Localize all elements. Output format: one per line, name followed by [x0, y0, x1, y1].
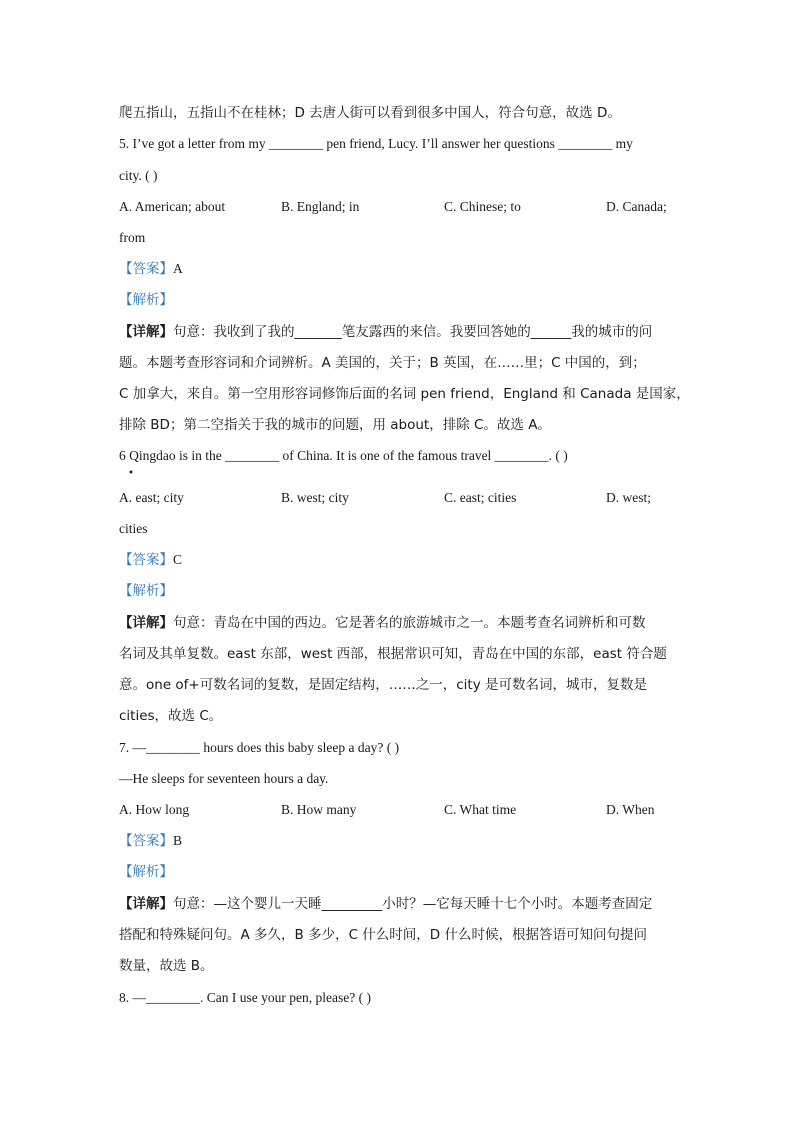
q6-detail-text1: 句意：青岛在中国的西边。它是著名的旅游城市之一。本题考查名词辨析和可数: [173, 615, 646, 631]
q6-option-d: D. west;: [606, 490, 651, 505]
q6-answer-value: C: [173, 552, 183, 567]
q5-analysis-heading: [119, 290, 679, 310]
detail-label: 【详解】: [119, 896, 173, 912]
q6-option-b: B. west; city: [281, 490, 349, 505]
answer-label: 【答案】: [119, 261, 173, 277]
q7-answer: [119, 831, 679, 851]
q7-stem-line2: —He sleeps for seventeen hours a day.: [119, 771, 329, 786]
q5-option-b: B. England; in: [281, 199, 360, 214]
q5-detail-line2: 题。本题考查形容词和介词辨析。A 美国的，关于；B 英国，在……里；C 中国的，到；: [119, 355, 646, 371]
q5-answer-value: A: [173, 261, 183, 276]
q7-detail-line1: [119, 894, 679, 914]
q7-answer-value: B: [173, 833, 183, 848]
q6-option-d-wrap: cities: [119, 521, 148, 536]
q5-option-c: C. Chinese; to: [444, 199, 521, 214]
analysis-label: 【解析】: [119, 864, 173, 880]
answer-label: 【答案】: [119, 552, 173, 568]
q6-detail-line2: 名词及其单复数。east 东部，west 西部，根据常识可知，青岛在中国的东部，east 符合题: [119, 646, 667, 662]
q6-stem-line1: 6 Qingdao is in the ________ of China. It is one of the famous travel ________. ( ): [119, 448, 568, 463]
q7-analysis-heading: [119, 862, 679, 882]
q5-option-d-wrap: from: [119, 230, 146, 245]
q8-stem-line1: 8. —________. Can I use your pen, please? ( ): [119, 990, 371, 1005]
q5-stem-line1: 5. I’ve got a letter from my ________ pen friend, Lucy. I’ll answer her questions ________ my: [119, 136, 633, 151]
detail-label: 【详解】: [119, 324, 173, 340]
q6-option-a: A. east; city: [119, 490, 184, 505]
q6-stray-dot: •: [128, 468, 134, 479]
q5-detail-text1: 句意：我收到了我的_______笔友露西的来信。我要回答她的______我的城市的问: [173, 324, 653, 340]
q6-analysis-heading: [119, 581, 679, 601]
q5-stem-line2: city. ( ): [119, 168, 158, 183]
q7-stem-line1: 7. —________ hours does this baby sleep a day? ( ): [119, 740, 400, 755]
q7-option-d: D. When: [606, 802, 655, 817]
q7-detail-line3: 数量，故选 B。: [119, 958, 214, 974]
analysis-label: 【解析】: [119, 292, 173, 308]
q6-answer: [119, 550, 679, 570]
answer-label: 【答案】: [119, 833, 173, 849]
q6-detail-line4: cities，故选 C。: [119, 708, 223, 724]
q4-analysis-tail: 爬五指山，五指山不在桂林；D 去唐人街可以看到很多中国人，符合句意，故选 D。: [119, 105, 621, 121]
q5-detail-line3: C 加拿大，来自。第一空用形容词修饰后面的名词 pen friend，England 和 Canada 是国家，: [119, 386, 690, 402]
q5-answer: [119, 259, 679, 279]
q7-option-b: B. How many: [281, 802, 357, 817]
q6-option-c: C. east; cities: [444, 490, 517, 505]
q6-detail-line3: 意。one of+可数名词的复数，是固定结构，……之一，city 是可数名词，城市，复数是: [119, 677, 647, 693]
q5-option-d: D. Canada;: [606, 199, 667, 214]
q5-option-a: A. American; about: [119, 199, 226, 214]
q5-detail-line1: [119, 322, 679, 342]
q7-detail-text1: 句意：—这个婴儿一天睡_________小时？—它每天睡十七个小时。本题考查固定: [173, 896, 653, 912]
detail-label: 【详解】: [119, 615, 173, 631]
q7-detail-line2: 搭配和特殊疑问句。A 多久，B 多少，C 什么时间，D 什么时候，根据答语可知问句提问: [119, 927, 647, 943]
q7-option-a: A. How long: [119, 802, 190, 817]
q5-detail-line4: 排除 BD；第二空指关于我的城市的问题，用 about，排除 C。故选 A。: [119, 417, 551, 433]
analysis-label: 【解析】: [119, 583, 173, 599]
q6-detail-line1: [119, 613, 679, 633]
q7-option-c: C. What time: [444, 802, 517, 817]
